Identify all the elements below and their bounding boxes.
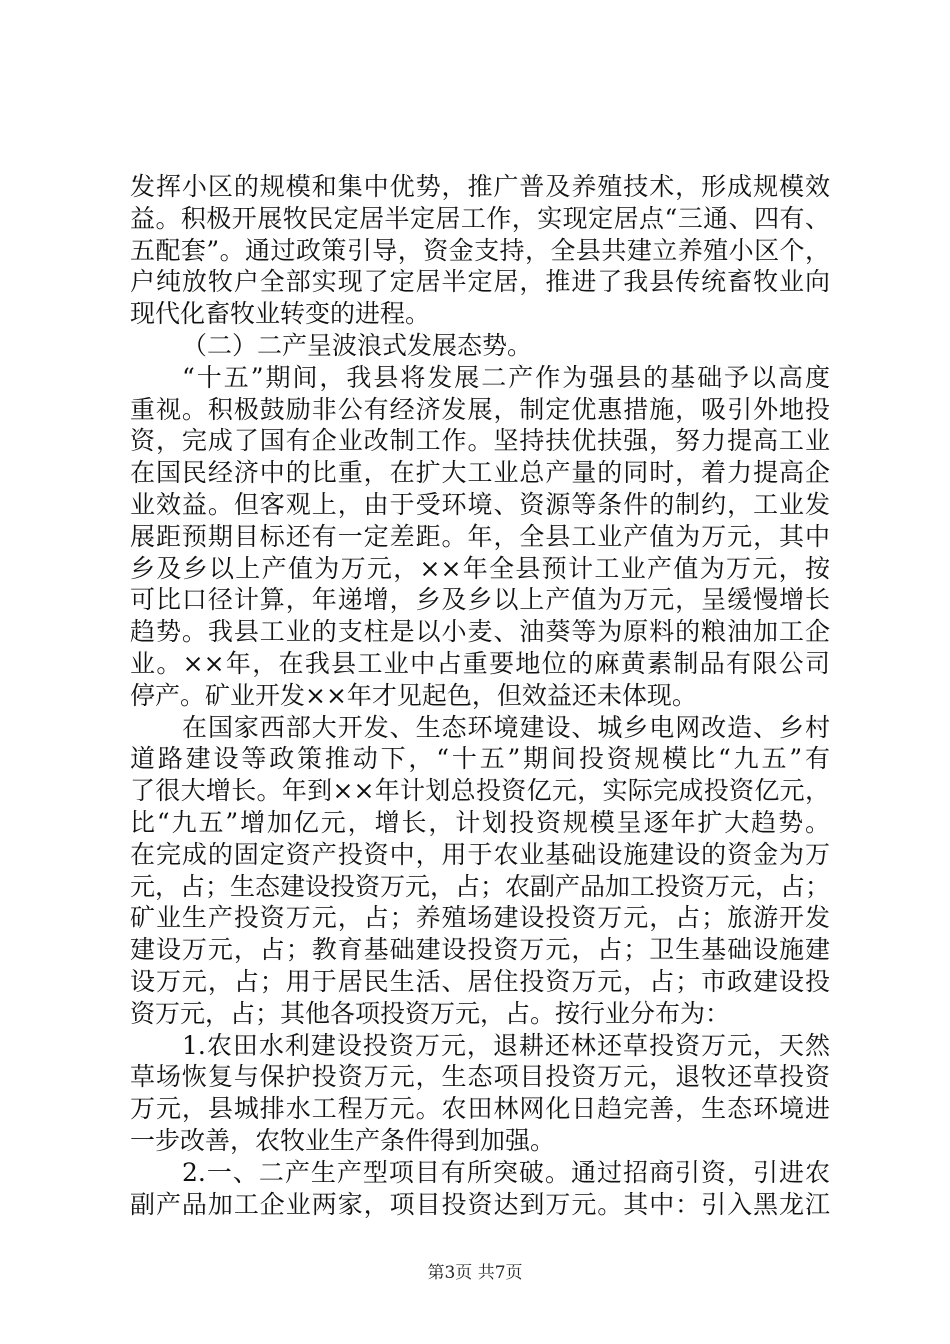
text-line: 户纯放牧户全部实现了定居半定居，推进了我县传统畜牧业向 <box>130 267 830 297</box>
text-line: 一步改善，农牧业生产条件得到加强。 <box>130 1125 556 1155</box>
text-line: 万元，县城排水工程万元。农田林网化日趋完善，生态环境进 <box>130 1094 830 1124</box>
text-line: 在完成的固定资产投资中，用于农业基础设施建设的资金为万 <box>130 839 830 869</box>
list-item: 2.一、二产生产型项目有所突破。通过招商引资，引进农 <box>182 1157 830 1187</box>
text-line: 在国民经济中的比重，在扩大工业总产量的同时，着力提高企 <box>130 458 830 488</box>
text-line: “十五”期间，我县将发展二产作为强县的基础予以高度 <box>182 362 830 392</box>
text-line: 发挥小区的规模和集中优势，推广普及养殖技术，形成规模效 <box>130 172 830 201</box>
text-line: 矿业生产投资万元，占；养殖场建设投资万元，占；旅游开发 <box>130 903 830 933</box>
text-line: 资万元，占；其他各项投资万元，占。按行业分布为： <box>130 998 731 1028</box>
page-number: 第3页 共7页 <box>427 1263 523 1283</box>
text-line: 停产。矿业开发××年才见起色，但效益还未体现。 <box>130 680 697 710</box>
text-line: 草场恢复与保护投资万元，生态项目投资万元，退牧还草投资 <box>130 1062 830 1092</box>
text-line: 重视。积极鼓励非公有经济发展，制定优惠措施，吸引外地投 <box>130 394 830 424</box>
text-line: 建设万元，占；教育基础建设投资万元，占；卫生基础设施建 <box>130 935 830 965</box>
text-line: 道路建设等政策推动下，“十五”期间投资规模比“九五”有 <box>130 744 830 774</box>
text-line: 可比口径计算，年递增，乡及乡以上产值为万元，呈缓慢增长 <box>130 585 830 615</box>
text-line: 了很大增长。年到××年计划总投资亿元，实际完成投资亿元， <box>130 776 830 806</box>
text-line: 比“九五”增加亿元，增长，计划投资规模呈逐年扩大趋势。 <box>130 807 830 837</box>
section-heading: （二）二产呈波浪式发展态势。 <box>182 330 533 360</box>
text-line: 趋势。我县工业的支柱是以小麦、油葵等为原料的粮油加工企 <box>130 617 830 647</box>
text-line: 副产品加工企业两家，项目投资达到万元。其中：引入黑龙江 <box>130 1189 830 1219</box>
text-line: 展距预期目标还有一定差距。年，全县工业产值为万元，其中 <box>130 521 830 551</box>
text-line: 在国家西部大开发、生态环境建设、城乡电网改造、乡村 <box>182 712 830 742</box>
text-line: 现代化畜牧业转变的进程。 <box>130 299 431 329</box>
document-body <box>130 171 830 1220</box>
text-line: 五配套”。通过政策引导，资金支持，全县共建立养殖小区个， <box>130 235 830 265</box>
text-line: 设万元，占；用于居民生活、居住投资万元，占；市政建设投 <box>130 966 830 996</box>
list-item: 1.农田水利建设投资万元，退耕还林还草投资万元，天然 <box>182 1030 830 1060</box>
text-line: 益。积极开展牧民定居半定居工作，实现定居点“三通、四有、 <box>130 203 830 233</box>
text-line: 乡及乡以上产值为万元，××年全县预计工业产值为万元，按 <box>130 553 830 583</box>
text-line: 业效益。但客观上，由于受环境、资源等条件的制约，工业发 <box>130 489 830 519</box>
text-line: 业。××年，在我县工业中占重要地位的麻黄素制品有限公司 <box>130 648 830 678</box>
text-line: 元，占；生态建设投资万元，占；农副产品加工投资万元，占； <box>130 871 830 901</box>
text-line: 资，完成了国有企业改制工作。坚持扶优扶强，努力提高工业 <box>130 426 830 456</box>
